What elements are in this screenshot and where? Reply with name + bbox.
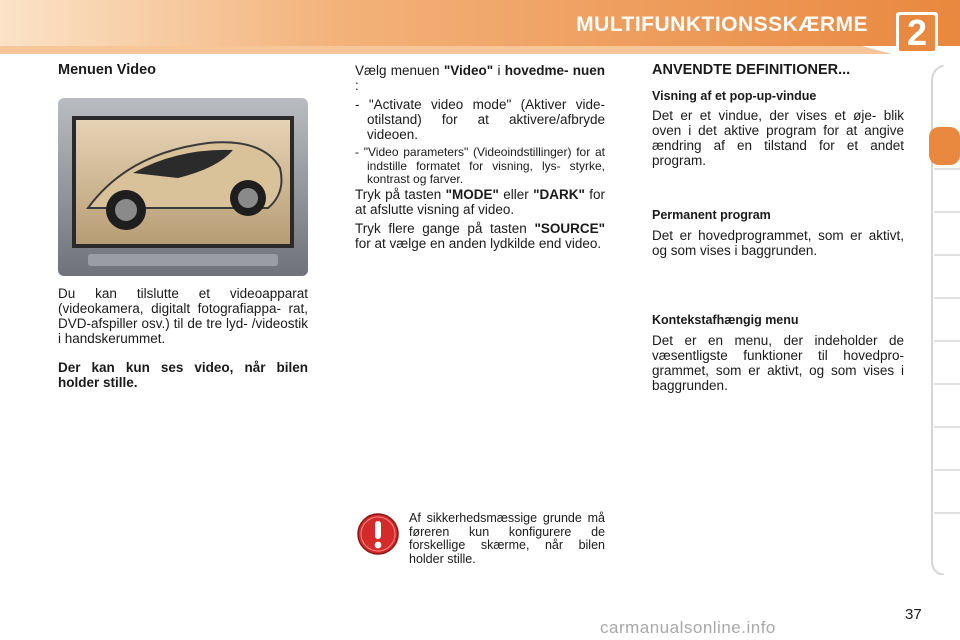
left-column <box>58 63 308 78</box>
definition-context-menu <box>652 313 904 393</box>
left-text <box>58 286 308 390</box>
page-header <box>0 0 960 55</box>
intro-text-mid: i <box>493 63 505 78</box>
source-instruction <box>355 221 605 251</box>
video-standstill-note: Der kan kun ses video, når bilen holder stille. <box>58 360 308 390</box>
source-text: Tryk flere gange på tasten <box>355 220 535 236</box>
warning-icon <box>356 512 400 556</box>
section-title-video-menu: Menuen Video <box>58 62 157 78</box>
definition-text: Det er et vindue, der vises et øje- blik oven i det aktive program for at angive ændring af en tilstand for et andet program. <box>652 108 904 168</box>
definition-text: Det er hovedprogrammet, som er aktivt, og som vises i baggrunden. <box>652 228 904 258</box>
mode-text-end: for at afslutte visning af video. <box>355 186 605 217</box>
source-text-end: for at vælge en anden lydkilde end video. <box>355 235 602 251</box>
mode-text: Tryk på tasten <box>355 186 446 202</box>
connect-video-paragraph: Du kan tilslutte et videoapparat (videokamera, digitalt fotografiappa- rat, DVD-afspiller osv.) til de tre lyd- /videostik i handskerummet. <box>58 286 308 346</box>
car-display-image <box>58 98 308 276</box>
mode-key: "MODE" <box>445 186 499 202</box>
safety-warning-text: Af sikkerhedsmæssige grunde må føreren kun konfigurere de forskellige skærme, når bilen holder stille. <box>409 511 605 566</box>
mode-dark-instruction <box>355 187 605 217</box>
definition-title: Kontekstafhængig menu <box>652 313 799 327</box>
video-screen-photo <box>58 98 308 276</box>
definition-text: Det er en menu, der indeholder de væsentligste funktioner til hovedpro- grammet, som er aktivt, og som vises i baggrunden. <box>652 333 904 393</box>
mode-text-mid: eller <box>498 186 534 202</box>
dark-key: "DARK" <box>533 186 585 202</box>
page-number: 37 <box>905 606 922 623</box>
intro-text: Vælg menuen <box>355 63 444 78</box>
chapter-tabs <box>926 65 960 575</box>
intro-colon: : <box>355 78 359 93</box>
definition-permanent <box>652 208 904 258</box>
middle-column <box>355 63 605 251</box>
source-key: "SOURCE" <box>534 220 605 236</box>
definition-title: Permanent program <box>652 208 771 222</box>
intro-main-menu: hovedme- nuen <box>504 63 605 78</box>
chapter-number: 2 <box>906 12 928 53</box>
right-column <box>652 63 904 78</box>
definition-title: Visning af et pop-up-vindue <box>652 89 817 103</box>
list-item-activate-video: - "Activate video mode" (Aktiver vide- otilstand) for at aktivere/afbryde videoen. <box>355 97 605 142</box>
definition-popup <box>652 89 904 168</box>
video-menu-intro <box>355 63 605 93</box>
intro-video-key: "Video" <box>443 63 494 78</box>
watermark: carmanualsonline.info <box>600 618 776 637</box>
definitions-heading: ANVENDTE DEFINITIONER... <box>652 62 851 78</box>
header-title: MULTIFUNKTIONSSKÆRME <box>576 13 868 36</box>
tab-strip <box>926 65 960 575</box>
list-item-video-parameters: - "Video parameters" (Videoindstillinger) for at indstille formatet for visning, lys- styrke, kontrast og farver. <box>355 145 605 186</box>
